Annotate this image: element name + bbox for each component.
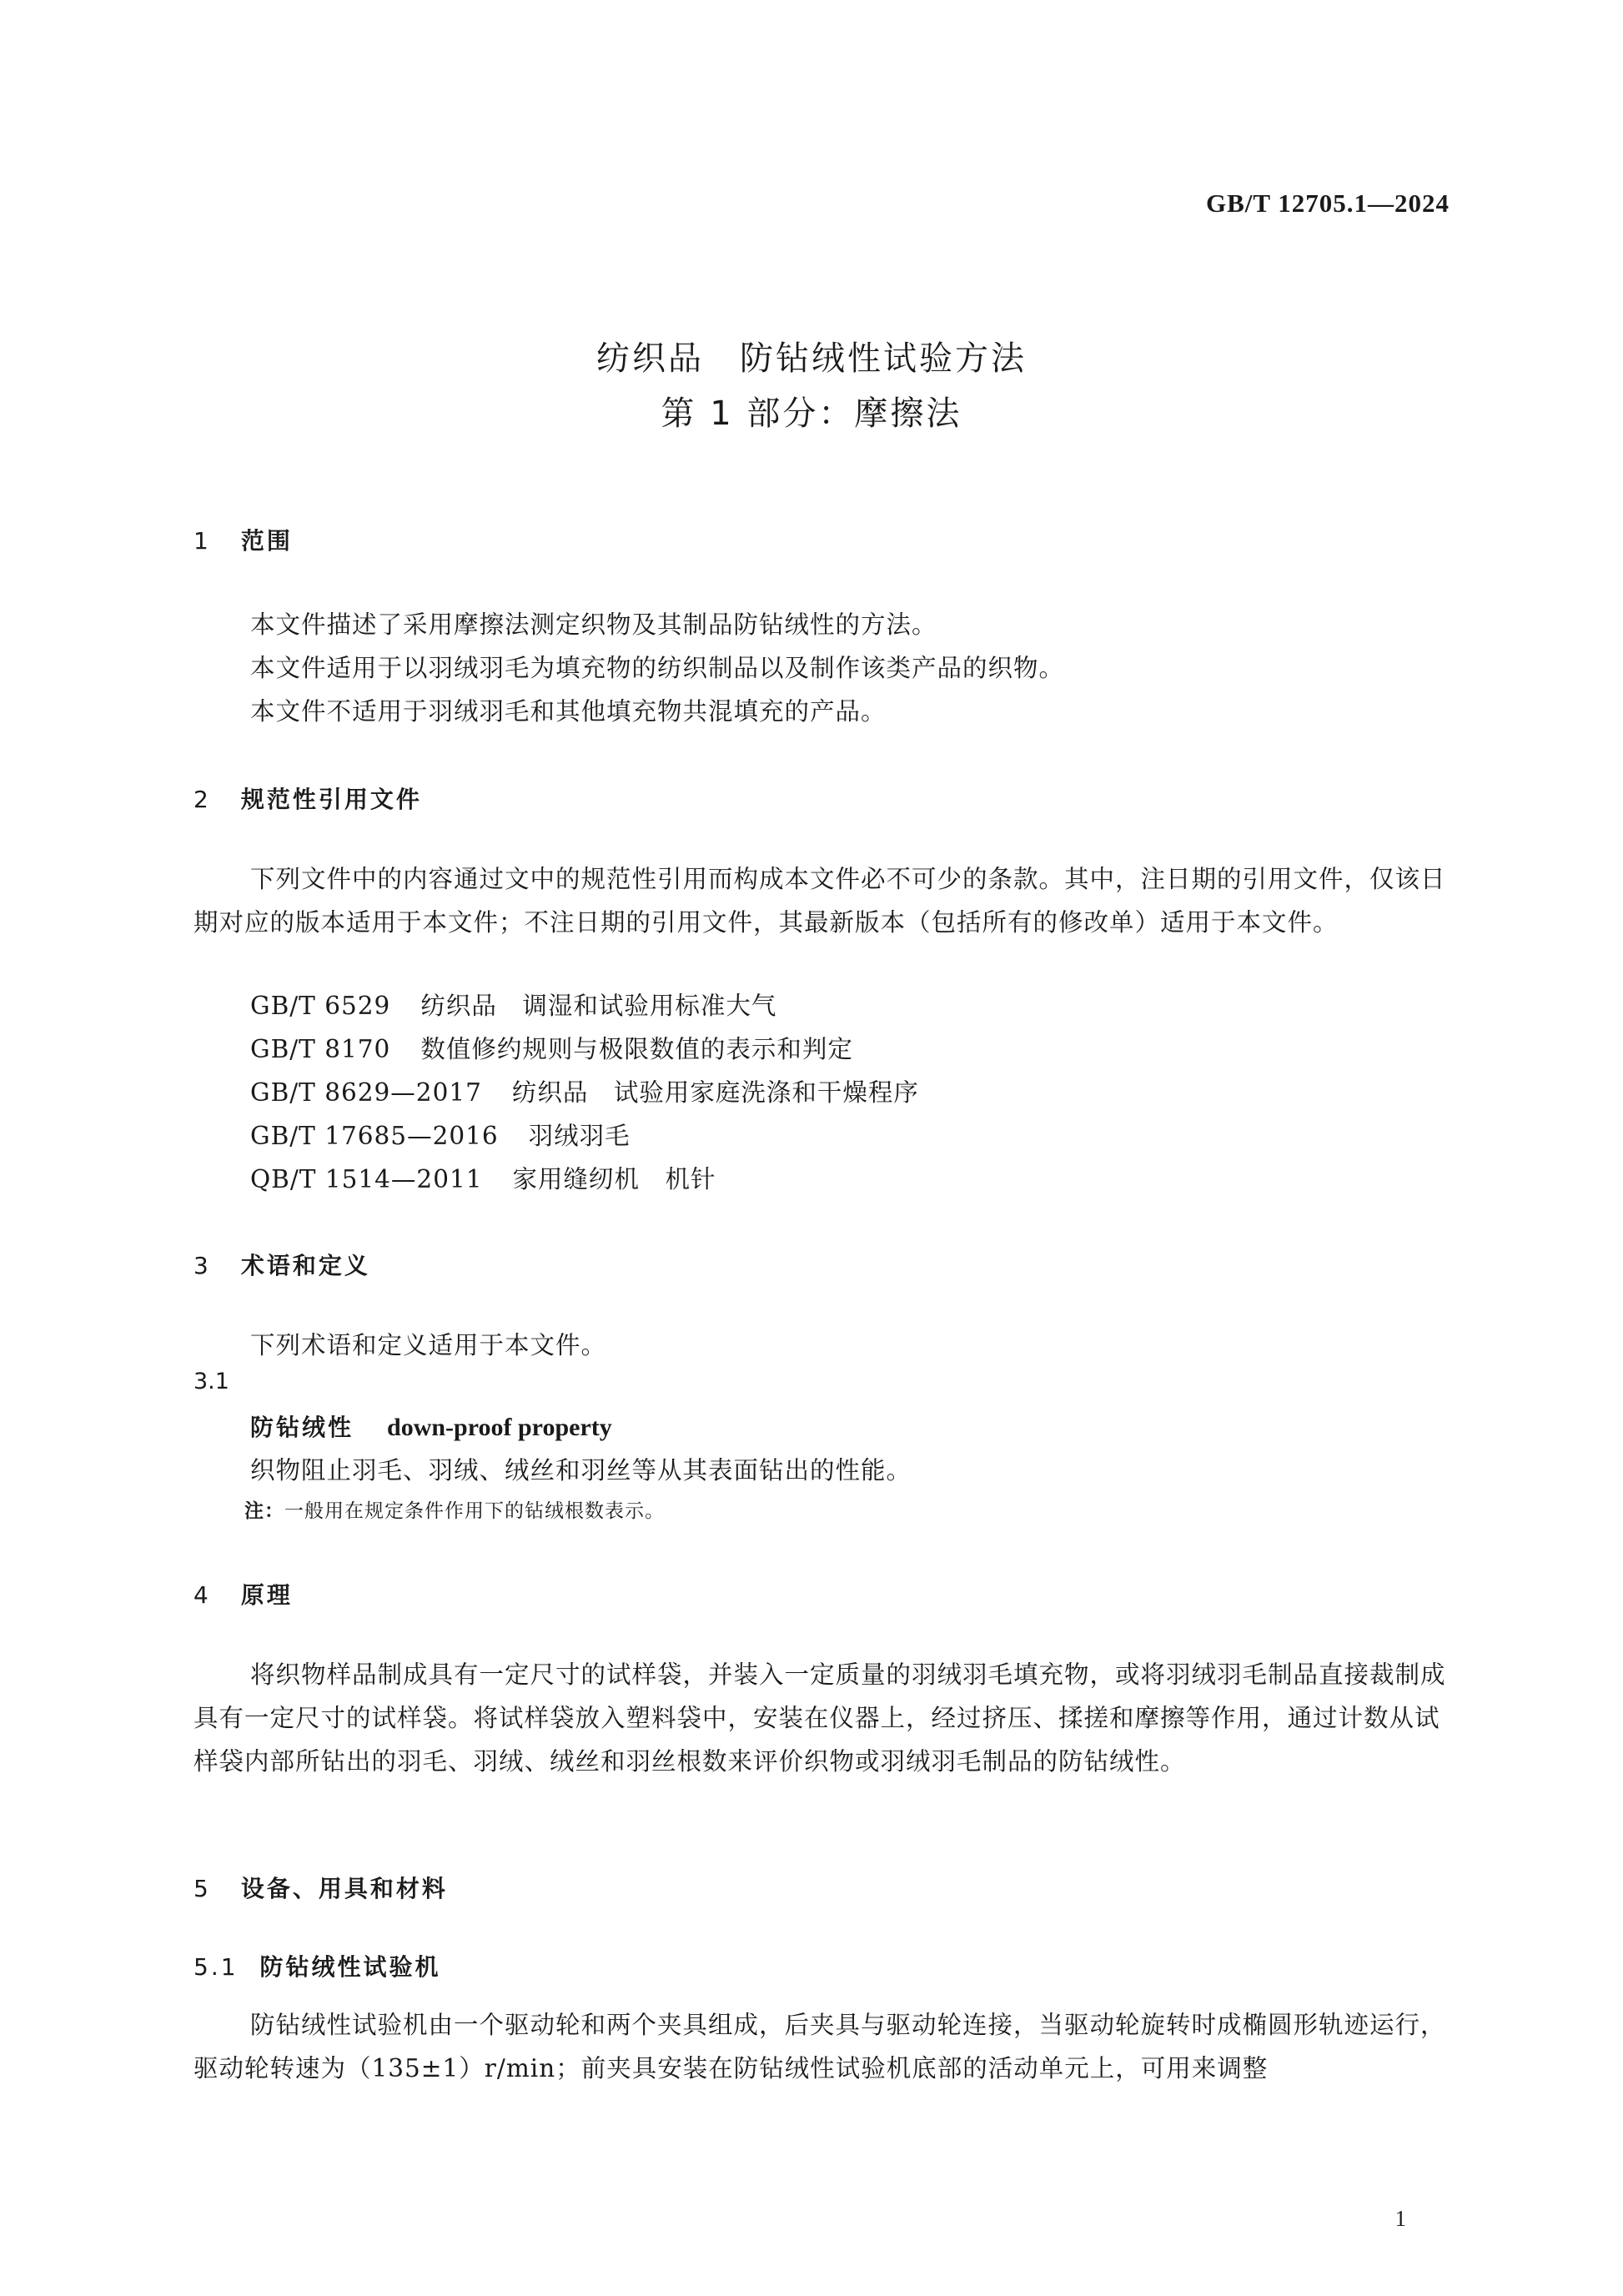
reference-item	[250, 1030, 853, 1065]
subsection-5-1-heading	[193, 1949, 441, 1982]
reference-title: 羽绒羽毛	[528, 1122, 631, 1150]
reference-title: 数值修约规则与极限数值的表示和判定	[420, 1035, 853, 1063]
reference-title: 纺织品 试验用家庭洗涤和干燥程序	[511, 1078, 919, 1107]
term-name-zh: 防钻绒性	[250, 1414, 354, 1441]
principle-paragraph: 将织物样品制成具有一定尺寸的试样袋，并装入一定质量的羽绒羽毛填充物，或将羽绒羽毛制品直接裁制成具有一定尺寸的试样袋。将试样袋放入塑料袋中，安装在仪器上，经过挤压、揉搓和摩擦等作用，通过计数从试样袋内部所钻出的羽毛、羽绒、绒丝和羽丝根数来评价织物或羽绒羽毛制品的防钻绒性。	[193, 1660, 1446, 1776]
section-title: 规范性引用文件	[240, 786, 422, 813]
reference-code: GB/T 17685—2016	[250, 1122, 499, 1150]
apparatus-paragraph: 防钻绒性试验机由一个驱动轮和两个夹具组成，后夹具与驱动轮连接，当驱动轮旋转时成椭圆形轨迹运行，驱动轮转速为（135±1）r/min；前夹具安装在防钻绒性试验机底部的活动单元上，可用来调整	[193, 2011, 1446, 2082]
reference-title: 家用缝纫机 机针	[512, 1165, 716, 1193]
section-number: 5	[193, 1875, 211, 1902]
reference-item	[250, 1117, 631, 1152]
reference-code: GB/T 8629—2017	[250, 1078, 482, 1107]
reference-code: QB/T 1514—2011	[250, 1165, 483, 1193]
paragraph: 本文件不适用于羽绒羽毛和其他填充物共混填充的产品。	[250, 697, 887, 726]
reference-code: GB/T 6529	[250, 992, 391, 1020]
subsection-title: 防钻绒性试验机	[259, 1953, 441, 1981]
document-title-line2: 第 1 部分：摩擦法	[661, 394, 962, 433]
paragraph: 下列术语和定义适用于本文件。	[250, 1331, 607, 1359]
section-3-heading	[193, 1248, 370, 1281]
note-text: 一般用在规定条件作用下的钻绒根数表示。	[284, 1500, 665, 1522]
section-number: 4	[193, 1581, 211, 1609]
section-title: 范围	[240, 527, 293, 555]
reference-code: GB/T 8170	[250, 1035, 391, 1063]
reference-item	[250, 987, 776, 1022]
section-title: 术语和定义	[240, 1252, 370, 1279]
section-4-heading	[193, 1577, 293, 1610]
reference-item	[250, 1160, 716, 1195]
document-title-line1: 纺织品 防钻绒性试验方法	[596, 339, 1027, 378]
term-name-en: down-proof property	[387, 1414, 612, 1441]
term-note	[244, 1495, 665, 1523]
section-number: 3	[193, 1252, 211, 1279]
note-label: 注：	[244, 1500, 284, 1522]
subsection-number: 5.1	[193, 1953, 239, 1981]
term-definition: 织物阻止羽毛、羽绒、绒丝和羽丝等从其表面钻出的性能。	[250, 1456, 912, 1485]
paragraph: 本文件描述了采用摩擦法测定织物及其制品防钻绒性的方法。	[250, 610, 937, 639]
term-entry	[250, 1409, 612, 1443]
section-5-heading	[193, 1871, 448, 1904]
term-number: 3.1	[193, 1369, 229, 1394]
section-title: 设备、用具和材料	[240, 1875, 448, 1902]
page-number: 1	[1394, 2206, 1406, 2231]
normative-references-intro: 下列文件中的内容通过文中的规范性引用而构成本文件必不可少的条款。其中，注日期的引用文件，仅该日期对应的版本适用于本文件；不注日期的引用文件，其最新版本（包括所有的修改单）适用于本文件。	[193, 865, 1446, 937]
section-title: 原理	[240, 1581, 293, 1609]
standard-code: GB/T 12705.1—2024	[1205, 188, 1450, 218]
reference-title: 纺织品 调湿和试验用标准大气	[420, 992, 777, 1020]
section-number: 1	[193, 527, 211, 555]
section-number: 2	[193, 786, 211, 813]
paragraph: 本文件适用于以羽绒羽毛为填充物的纺织制品以及制作该类产品的织物。	[250, 654, 1065, 682]
section-2-heading	[193, 781, 422, 815]
section-1-heading	[193, 523, 293, 556]
reference-item	[250, 1073, 919, 1108]
